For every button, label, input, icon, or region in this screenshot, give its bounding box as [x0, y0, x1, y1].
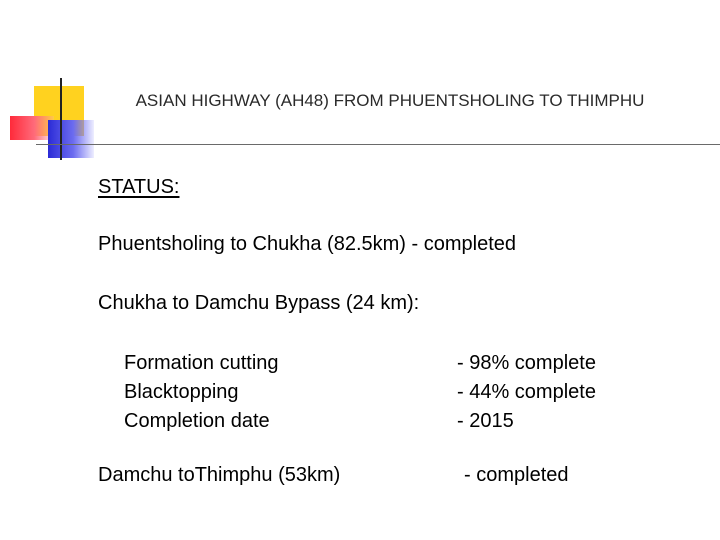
title-divider-line [36, 144, 720, 145]
detail-label-formation: Formation cutting [124, 352, 279, 374]
detail-values [457, 349, 596, 436]
detail-label-blacktopping: Blacktopping [124, 381, 239, 403]
decorative-blue-square [48, 120, 94, 158]
damchu-thimphu-label: Damchu to​Thimphu (53km) [98, 464, 341, 486]
detail-value-completion: - 2015 [457, 410, 514, 432]
detail-labels [124, 349, 279, 436]
status-heading: STATUS: [98, 176, 180, 198]
damchu-thimphu-status: - completed [464, 464, 569, 486]
phuentsholing-chukha-line: Phuentsholing to Chukha (82.5km) - completed [98, 233, 517, 255]
decorative-vertical-line [60, 78, 62, 160]
chukha-damchu-line: Chukha to Damchu Bypass (24 km): [98, 292, 420, 314]
detail-value-blacktopping: - 44% complete [457, 381, 596, 403]
slide-title: ASIAN HIGHWAY (AH48) FROM PHUENTSHOLING TO THIMPHU [135, 91, 645, 110]
detail-label-completion: Completion date [124, 410, 270, 432]
detail-value-formation: - 98% complete [457, 352, 596, 374]
